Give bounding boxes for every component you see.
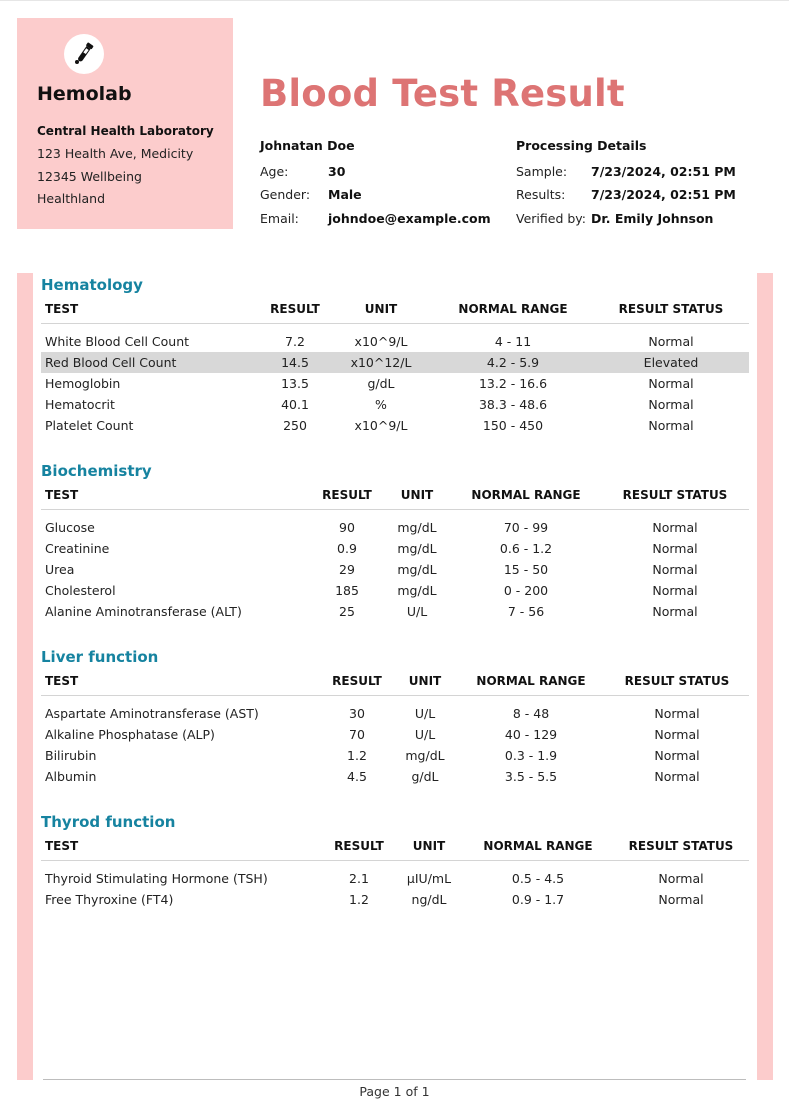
- column-header-result: RESULT: [323, 833, 395, 860]
- cell-test: Cholesterol: [45, 583, 116, 598]
- cell-status: Normal: [654, 727, 700, 742]
- table-row: [41, 415, 749, 436]
- cell-unit: mg/dL: [397, 562, 437, 577]
- cell-result: 250: [283, 418, 307, 433]
- table-row: [41, 517, 749, 538]
- cell-range: 0 - 200: [503, 583, 549, 598]
- section-title-hematology: Hematology: [41, 276, 143, 294]
- cell-range: 0.3 - 1.9: [504, 748, 558, 763]
- table-row: [41, 394, 749, 415]
- cell-result: 1.2: [349, 892, 369, 907]
- cell-status: Normal: [654, 748, 700, 763]
- cell-test: Bilirubin: [45, 748, 97, 763]
- cell-range: 4 - 11: [494, 334, 532, 349]
- cell-test: Aspartate Aminotransferase (AST): [45, 706, 259, 721]
- left-accent-bar: [17, 273, 33, 1080]
- cell-unit: mg/dL: [397, 520, 437, 535]
- cell-test: Thyroid Stimulating Hormone (TSH): [45, 871, 268, 886]
- column-header-status: RESULT STATUS: [605, 668, 749, 695]
- table-row-highlighted: [41, 352, 749, 373]
- table-row: [41, 868, 749, 889]
- verified-label: Verified by:: [516, 211, 586, 226]
- section-title-biochemistry: Biochemistry: [41, 462, 152, 480]
- results-table-hematology: [41, 296, 749, 436]
- sample-value: 7/23/2024, 02:51 PM: [591, 164, 736, 179]
- column-header-test: TEST: [41, 833, 323, 860]
- table-row: [41, 724, 749, 745]
- footer-divider: [43, 1079, 746, 1080]
- document-title: Blood Test Result: [260, 72, 625, 115]
- cell-unit: U/L: [406, 604, 428, 619]
- cell-unit: g/dL: [367, 376, 395, 391]
- processing-heading: Processing Details: [516, 138, 647, 153]
- column-header-unit: UNIT: [395, 833, 463, 860]
- gender-label: Gender:: [260, 187, 311, 202]
- cell-range: 4.2 - 5.9: [433, 352, 593, 373]
- cell-status: Normal: [648, 418, 694, 433]
- lab-info-panel: [17, 18, 233, 229]
- cell-status: Normal: [658, 892, 704, 907]
- age-value: 30: [328, 164, 346, 179]
- table-row: [41, 703, 749, 724]
- cell-unit: U/L: [414, 706, 436, 721]
- cell-unit: x10^9/L: [354, 418, 408, 433]
- email-label: Email:: [260, 211, 299, 226]
- column-header-unit: UNIT: [383, 482, 451, 509]
- table-row: [41, 559, 749, 580]
- cell-unit: x10^12/L: [329, 352, 433, 373]
- lab-name: Hemolab: [37, 83, 132, 105]
- cell-unit: ng/dL: [411, 892, 447, 907]
- email-value: johndoe@example.com: [328, 211, 491, 226]
- cell-unit: mg/dL: [405, 748, 445, 763]
- cell-unit: mg/dL: [397, 541, 437, 556]
- patient-name: Johnatan Doe: [260, 138, 355, 153]
- cell-status: Normal: [654, 769, 700, 784]
- verified-value: Dr. Emily Johnson: [591, 211, 714, 226]
- cell-unit: %: [375, 397, 387, 412]
- cell-range: 7 - 56: [507, 604, 545, 619]
- lab-address-line: 123 Health Ave, Medicity: [37, 146, 194, 161]
- gender-value: Male: [328, 187, 362, 202]
- lab-subtitle: Central Health Laboratory: [37, 124, 214, 138]
- cell-status: Normal: [658, 871, 704, 886]
- test-tube-icon: [64, 34, 104, 74]
- cell-test: Platelet Count: [45, 418, 134, 433]
- cell-test: Glucose: [45, 520, 95, 535]
- cell-result: 13.5: [281, 376, 309, 391]
- cell-result: 30: [349, 706, 365, 721]
- cell-status: Normal: [652, 562, 698, 577]
- cell-test: Urea: [45, 562, 75, 577]
- cell-unit: µIU/mL: [406, 871, 452, 886]
- cell-test: Albumin: [45, 769, 97, 784]
- cell-test: Free Thyroxine (FT4): [45, 892, 174, 907]
- table-row: [41, 331, 749, 352]
- cell-result: 2.1: [349, 871, 369, 886]
- right-accent-bar: [757, 273, 773, 1080]
- cell-status: Normal: [648, 334, 694, 349]
- cell-status: Normal: [648, 397, 694, 412]
- section-title-thyroid-function: Thyrod function: [41, 813, 176, 831]
- cell-range: 150 - 450: [482, 418, 544, 433]
- cell-result: 185: [335, 583, 359, 598]
- cell-status: Elevated: [593, 352, 749, 373]
- cell-result: 0.9: [337, 541, 357, 556]
- cell-unit: U/L: [414, 727, 436, 742]
- cell-test: Red Blood Cell Count: [41, 352, 261, 373]
- cell-range: 0.9 - 1.7: [511, 892, 565, 907]
- column-header-test: TEST: [41, 668, 321, 695]
- column-header-range: NORMAL RANGE: [451, 482, 601, 509]
- column-header-result: RESULT: [321, 668, 393, 695]
- cell-unit: g/dL: [411, 769, 439, 784]
- cell-range: 8 - 48: [512, 706, 550, 721]
- cell-result: 7.2: [285, 334, 305, 349]
- cell-result: 29: [339, 562, 355, 577]
- results-label: Results:: [516, 187, 566, 202]
- column-header-status: RESULT STATUS: [593, 296, 749, 323]
- column-header-status: RESULT STATUS: [613, 833, 749, 860]
- results-table-liver-function: [41, 668, 749, 787]
- column-header-range: NORMAL RANGE: [433, 296, 593, 323]
- cell-range: 0.6 - 1.2: [499, 541, 553, 556]
- age-label: Age:: [260, 164, 289, 179]
- table-row: [41, 538, 749, 559]
- lab-address-line: Healthland: [37, 191, 106, 206]
- table-row: [41, 745, 749, 766]
- cell-result: 70: [349, 727, 365, 742]
- cell-result: 4.5: [347, 769, 367, 784]
- cell-test: Alkaline Phosphatase (ALP): [45, 727, 215, 742]
- cell-status: Normal: [648, 376, 694, 391]
- table-row: [41, 889, 749, 910]
- top-border: [0, 0, 789, 1]
- cell-test: Hemoglobin: [45, 376, 121, 391]
- page-number: Page 1 of 1: [359, 1084, 430, 1099]
- section-title-liver-function: Liver function: [41, 648, 159, 666]
- table-row: [41, 766, 749, 787]
- sample-label: Sample:: [516, 164, 568, 179]
- column-header-status: RESULT STATUS: [601, 482, 749, 509]
- cell-status: Normal: [654, 706, 700, 721]
- cell-result: 14.5: [261, 352, 329, 373]
- cell-unit: x10^9/L: [354, 334, 408, 349]
- cell-range: 38.3 - 48.6: [478, 397, 548, 412]
- cell-status: Normal: [652, 520, 698, 535]
- column-header-unit: UNIT: [393, 668, 457, 695]
- table-row: [41, 601, 749, 622]
- cell-test: Creatinine: [45, 541, 110, 556]
- cell-result: 40.1: [281, 397, 309, 412]
- cell-status: Normal: [652, 541, 698, 556]
- table-header-row: [41, 482, 749, 509]
- cell-test: White Blood Cell Count: [45, 334, 190, 349]
- column-header-test: TEST: [41, 296, 261, 323]
- cell-range: 3.5 - 5.5: [504, 769, 558, 784]
- results-value: 7/23/2024, 02:51 PM: [591, 187, 736, 202]
- cell-status: Normal: [652, 604, 698, 619]
- column-header-range: NORMAL RANGE: [457, 668, 605, 695]
- cell-test: Hematocrit: [45, 397, 115, 412]
- cell-range: 15 - 50: [503, 562, 549, 577]
- column-header-range: NORMAL RANGE: [463, 833, 613, 860]
- cell-test: Alanine Aminotransferase (ALT): [45, 604, 242, 619]
- column-header-result: RESULT: [261, 296, 329, 323]
- cell-range: 40 - 129: [504, 727, 558, 742]
- cell-result: 90: [339, 520, 355, 535]
- lab-address-line: 12345 Wellbeing: [37, 169, 142, 184]
- cell-result: 1.2: [347, 748, 367, 763]
- column-header-result: RESULT: [311, 482, 383, 509]
- results-table-thyroid-function: [41, 833, 749, 910]
- cell-result: 25: [339, 604, 355, 619]
- cell-range: 0.5 - 4.5: [511, 871, 565, 886]
- table-header-row: [41, 296, 749, 323]
- column-header-unit: UNIT: [329, 296, 433, 323]
- cell-status: Normal: [652, 583, 698, 598]
- cell-unit: mg/dL: [397, 583, 437, 598]
- table-header-row: [41, 833, 749, 860]
- table-header-row: [41, 668, 749, 695]
- cell-range: 70 - 99: [503, 520, 549, 535]
- table-row: [41, 373, 749, 394]
- table-row: [41, 580, 749, 601]
- cell-range: 13.2 - 16.6: [478, 376, 548, 391]
- column-header-test: TEST: [41, 482, 311, 509]
- results-table-biochemistry: [41, 482, 749, 622]
